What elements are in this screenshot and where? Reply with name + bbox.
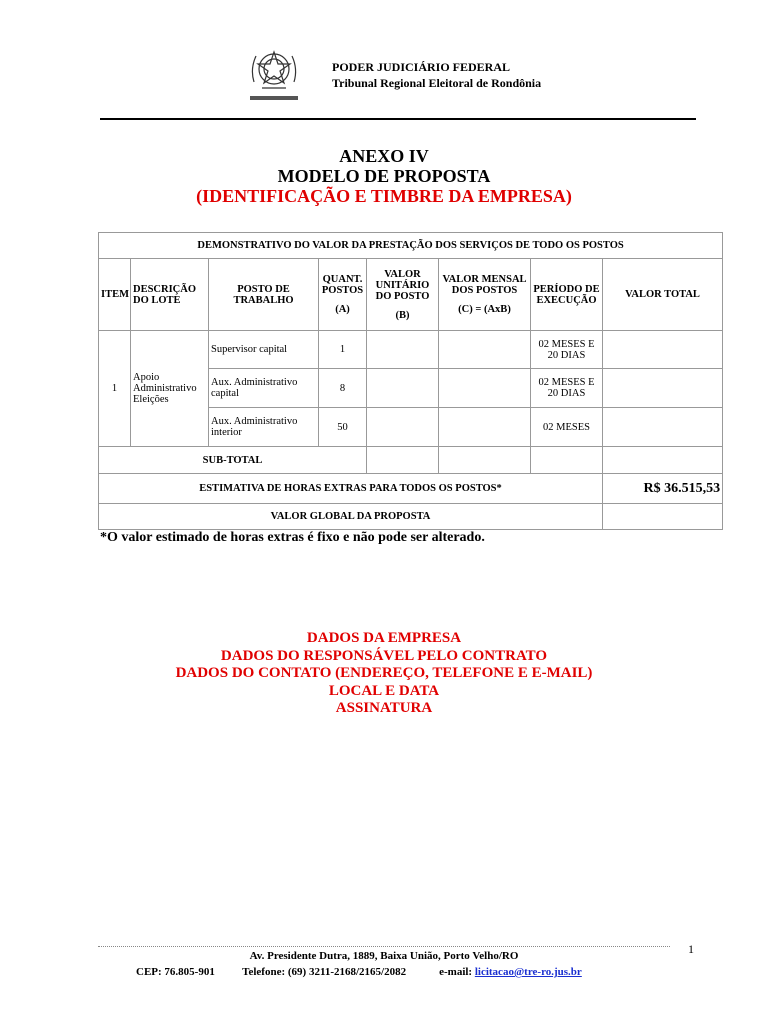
valor-global-value [603, 504, 723, 530]
proposal-table [98, 232, 723, 530]
valor-global-row [99, 504, 723, 530]
horas-extras-row [99, 474, 723, 504]
col-header-valor-mensal-label: VALOR MENSAL DOS POSTOS [442, 274, 527, 296]
posto-cell: Aux. Administrativo interior [209, 408, 319, 447]
col-header-quant [319, 259, 367, 331]
valor-total-cell [603, 369, 723, 408]
valor-unit-cell [367, 369, 439, 408]
subtotal-valor-mensal [439, 447, 531, 474]
subtotal-label: SUB-TOTAL [99, 447, 367, 474]
quant-cell: 1 [319, 331, 367, 369]
col-header-descricao: DESCRIÇÃO DO LOTE [131, 259, 209, 331]
valor-total-cell [603, 408, 723, 447]
subtotal-valor-unit [367, 447, 439, 474]
quant-cell: 50 [319, 408, 367, 447]
col-header-periodo: PERÍODO DE EXECUÇÃO [531, 259, 603, 331]
valor-unit-cell [367, 408, 439, 447]
table-caption: DEMONSTRATIVO DO VALOR DA PRESTAÇÃO DOS SERVIÇOS DE TODO OS POSTOS [99, 233, 723, 259]
item-number: 1 [99, 331, 131, 447]
contract-responsible-field: DADOS DO RESPONSÁVEL PELO CONTRATO [220, 647, 548, 664]
table-caption-row [99, 233, 723, 259]
footer-contacts [136, 966, 582, 978]
col-header-quant-label: QUANT. POSTOS [321, 274, 364, 296]
col-header-quant-sub: (A) [335, 304, 350, 315]
subtotal-periodo [531, 447, 603, 474]
signature-field: ASSINATURA [335, 700, 433, 716]
valor-total-cell [603, 331, 723, 369]
col-header-valor-unit-sub: (B) [395, 309, 410, 321]
lote-description: Apoio Administrativo Eleições [131, 331, 209, 447]
footer-cep: CEP: 76.805-901 [136, 966, 215, 978]
valor-unit-cell [367, 331, 439, 369]
table-header-row [99, 259, 723, 331]
org-name-line2: Tribunal Regional Eleitoral de Rondônia [332, 76, 542, 90]
col-header-valor-total: VALOR TOTAL [603, 259, 723, 331]
company-data-field: DADOS DA EMPRESA [306, 630, 462, 646]
subtotal-valor-total [603, 447, 723, 474]
footer-telefone: Telefone: (69) 3211-2168/2165/2082 [242, 966, 407, 978]
horas-extras-note: *O valor estimado de horas extras é fixo e não pode ser alterado. [100, 530, 485, 545]
periodo-cell: 02 MESES E 20 DIAS [531, 331, 603, 369]
col-header-valor-unit-label: VALOR UNITÁRIO DO POSTO [375, 268, 430, 302]
posto-cell: Aux. Administrativo capital [209, 369, 319, 408]
coat-of-arms-seal [244, 42, 304, 106]
periodo-cell: 02 MESES E 20 DIAS [531, 369, 603, 408]
valor-mensal-cell [439, 408, 531, 447]
subtotal-row [99, 447, 723, 474]
org-name-line1: PODER JUDICIÁRIO FEDERAL [332, 60, 511, 74]
footer-divider [98, 946, 670, 947]
contact-field: DADOS DO CONTATO (ENDEREÇO, TELEFONE E E-MAIL) [175, 665, 593, 681]
place-date-field: LOCAL E DATA [328, 682, 440, 699]
col-header-valor-mensal [439, 259, 531, 331]
header-divider [100, 118, 696, 120]
company-fields-block [0, 630, 768, 718]
col-header-posto: POSTO DE TRABALHO [209, 259, 319, 331]
horas-extras-label: ESTIMATIVA DE HORAS EXTRAS PARA TODOS OS POSTOS* [99, 474, 603, 504]
quant-cell: 8 [319, 369, 367, 408]
footer-email-link[interactable]: licitacao@tre-ro.jus.br [474, 966, 582, 978]
valor-mensal-cell [439, 369, 531, 408]
col-header-valor-unit [367, 259, 439, 331]
annex-title: ANEXO IV [339, 146, 429, 166]
col-header-valor-mensal-sub: (C) = (AxB) [458, 304, 511, 315]
company-identification-title: (IDENTIFICAÇÃO E TIMBRE DA EMPRESA) [196, 186, 572, 206]
document-title: MODELO DE PROPOSTA [277, 166, 491, 186]
footer-email-label: e-mail: [439, 966, 473, 978]
valor-mensal-cell [439, 331, 531, 369]
col-header-item: ITEM [99, 259, 131, 331]
table-row [99, 331, 723, 369]
valor-global-label: VALOR GLOBAL DA PROPOSTA [99, 504, 603, 530]
posto-cell: Supervisor capital [209, 331, 319, 369]
page-number: 1 [688, 942, 694, 956]
footer-address: Av. Presidente Dutra, 1889, Baixa União, Porto Velho/RO [249, 950, 519, 962]
horas-extras-value: R$ 36.515,53 [603, 474, 723, 504]
periodo-cell: 02 MESES [531, 408, 603, 447]
